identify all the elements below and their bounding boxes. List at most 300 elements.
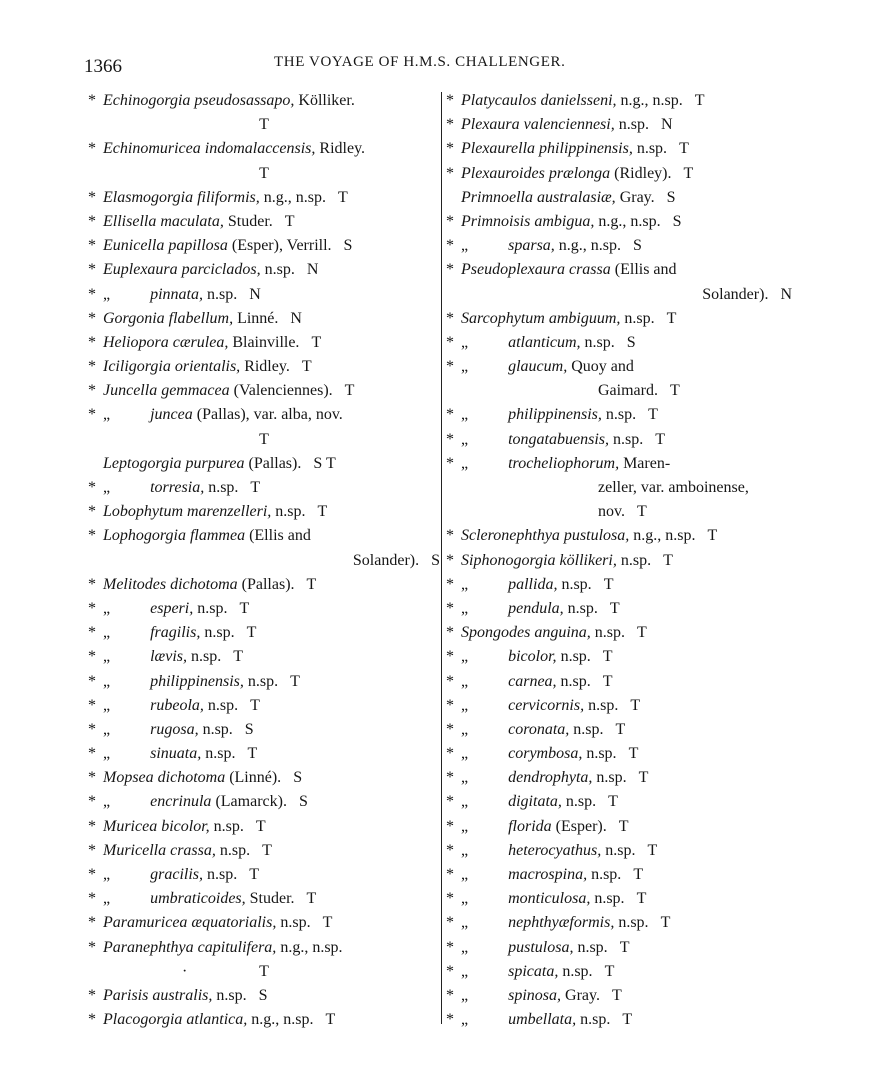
species-name: umbraticoides, <box>150 890 246 908</box>
authority: Gray. <box>565 986 600 1004</box>
species-name: Iciligorgia orientalis, <box>103 358 241 376</box>
asterisk-new-species: * <box>446 938 454 956</box>
station-mark: T <box>608 793 618 811</box>
species-entry <box>88 621 440 645</box>
species-text <box>103 258 318 282</box>
species-entry <box>446 645 792 669</box>
species-entry <box>446 549 792 573</box>
species-name: Sarcophytum ambiguum, <box>461 309 621 327</box>
station-mark: T <box>637 624 647 642</box>
species-entry <box>88 573 440 597</box>
species-entry <box>446 186 792 210</box>
species-text <box>461 863 643 887</box>
species-name: spicata, <box>508 962 559 980</box>
ditto-mark: „ <box>103 793 111 811</box>
species-name: Gorgonia flabellum, <box>103 309 234 327</box>
species-text <box>461 355 634 379</box>
species-name: rugosa, <box>150 720 199 738</box>
authority: n.sp. <box>264 261 295 279</box>
species-name: philippinensis, <box>150 672 244 690</box>
authority: n.sp. <box>561 575 592 593</box>
species-entry <box>88 307 440 331</box>
asterisk-new-species: * <box>446 237 454 255</box>
species-text <box>103 766 302 790</box>
species-entry <box>88 524 440 548</box>
asterisk-new-species: * <box>446 333 454 351</box>
asterisk-new-species: * <box>446 140 454 158</box>
ditto-mark: „ <box>461 914 469 932</box>
ditto-mark: „ <box>461 841 469 859</box>
ditto-mark: „ <box>461 406 469 424</box>
ditto-mark: „ <box>103 696 111 714</box>
species-entry <box>446 476 792 500</box>
station-mark: T <box>311 333 322 351</box>
species-name: fragilis, <box>150 624 201 642</box>
authority: (Pallas). <box>241 575 295 593</box>
ditto-mark: „ <box>103 599 111 617</box>
authority: n.sp. <box>216 986 247 1004</box>
station-mark: T <box>660 914 671 932</box>
station-mark: T <box>636 503 647 521</box>
species-name: umbellata, <box>508 1011 577 1029</box>
authority: n.sp. <box>207 285 238 303</box>
species-name: heterocyathus, <box>508 841 602 859</box>
page-number: 1366 <box>84 56 122 77</box>
ditto-mark: „ <box>103 866 111 883</box>
species-entry <box>446 331 792 355</box>
species-entry <box>88 452 440 476</box>
species-entry <box>88 766 440 790</box>
species-entry <box>446 379 792 403</box>
species-text <box>103 911 332 935</box>
species-text <box>461 258 677 282</box>
species-entry <box>446 670 792 694</box>
station-mark: N <box>290 309 302 327</box>
species-text <box>103 500 327 524</box>
authority: n.sp. <box>560 672 591 690</box>
ditto-mark: „ <box>461 358 469 376</box>
species-entry <box>88 162 440 186</box>
species-entry <box>446 524 792 548</box>
species-text <box>461 911 670 935</box>
species-text <box>461 766 648 790</box>
species-text <box>103 452 336 476</box>
species-text <box>461 694 640 718</box>
station-mark: T <box>628 745 639 763</box>
station-mark: S <box>633 237 642 255</box>
species-name: Lobophytum marenzelleri, <box>103 503 272 521</box>
species-name: pallida, <box>508 575 558 593</box>
station-mark: T <box>239 599 250 617</box>
ditto-mark: „ <box>461 962 469 980</box>
species-name: trocheliophorum, <box>508 454 620 472</box>
asterisk-new-species: * <box>88 285 96 303</box>
species-text <box>103 307 302 331</box>
authority: (Linné). <box>229 769 282 787</box>
species-text <box>461 403 658 427</box>
authority: n.g., n.sp. <box>620 92 683 109</box>
asterisk-new-species: * <box>88 599 96 617</box>
species-name: monticulosa, <box>508 890 591 908</box>
asterisk-new-species: * <box>446 890 454 908</box>
asterisk-new-species: * <box>446 261 454 279</box>
authority: Kölliker. <box>298 92 355 109</box>
species-entry <box>88 887 440 911</box>
station-mark: T <box>233 648 244 666</box>
species-text <box>103 403 343 427</box>
species-text <box>461 936 629 960</box>
continuation-text: zeller, var. amboinense, <box>598 479 749 496</box>
species-name: Ellisella maculata, <box>103 212 224 230</box>
station-mark: T <box>636 890 647 908</box>
ditto-mark: „ <box>103 745 111 763</box>
asterisk-new-species: * <box>446 648 454 666</box>
station-mark: T <box>633 866 644 883</box>
species-entry <box>446 766 792 790</box>
species-text <box>103 283 261 307</box>
species-name: sinuata, <box>150 745 202 763</box>
species-name: Platycaulos danielsseni, <box>461 92 617 109</box>
asterisk-new-species: * <box>88 769 96 787</box>
species-text <box>103 742 257 766</box>
authority: n.sp. <box>620 551 652 569</box>
species-entry <box>446 694 792 718</box>
station-mark: T <box>669 382 680 400</box>
asterisk-new-species: * <box>88 648 96 666</box>
asterisk-new-species: * <box>88 745 96 763</box>
ditto-mark: „ <box>461 648 469 666</box>
species-name: Muricea bicolor, <box>103 817 210 835</box>
species-entry <box>446 718 792 742</box>
authority: Ridley. <box>319 140 366 158</box>
species-entry <box>446 500 792 524</box>
station-mark: T <box>694 92 705 109</box>
continuation-line <box>598 500 647 524</box>
asterisk-new-species: * <box>88 188 96 206</box>
ditto-mark: „ <box>103 648 111 666</box>
species-text <box>103 476 260 500</box>
station-mark: T <box>249 866 260 883</box>
station-mark: T <box>622 1011 633 1029</box>
station-mark: N <box>780 285 792 303</box>
species-name: spinosa, <box>508 986 562 1004</box>
asterisk-new-species: * <box>446 914 454 932</box>
ditto-mark: „ <box>461 575 469 593</box>
authority: n.sp. <box>588 696 619 714</box>
authority: Maren- <box>623 454 671 472</box>
species-name: pendula, <box>508 599 564 617</box>
station-mark: T <box>246 624 257 642</box>
asterisk-new-species: * <box>88 309 96 327</box>
species-name: Plexaurella philippinensis, <box>461 140 633 158</box>
asterisk-new-species: * <box>446 358 454 376</box>
species-name: Eunicella papillosa <box>103 237 228 255</box>
species-text <box>461 549 673 573</box>
species-entry <box>446 621 792 645</box>
ditto-mark: „ <box>461 769 469 787</box>
species-entry <box>88 428 440 452</box>
authority: n.sp. <box>594 624 626 642</box>
species-entry <box>446 887 792 911</box>
ditto-mark: „ <box>461 237 469 255</box>
species-text <box>461 331 636 355</box>
asterisk-new-species: * <box>446 866 454 883</box>
authority: n.sp. <box>624 309 655 327</box>
station-mark: T <box>707 527 718 545</box>
station-mark: T <box>648 406 658 424</box>
asterisk-new-species: * <box>446 962 454 980</box>
species-entry <box>446 210 792 234</box>
species-entry <box>446 89 792 113</box>
station-mark: T <box>602 672 613 690</box>
species-text <box>461 597 620 621</box>
species-name: Scleronephthya pustulosa, <box>461 527 630 545</box>
station-mark: S <box>298 793 308 811</box>
asterisk-new-species: * <box>88 841 96 859</box>
species-text <box>103 670 300 694</box>
species-entry <box>446 283 792 307</box>
station-mark: T <box>322 914 333 932</box>
species-text <box>461 815 629 839</box>
station-mark: T <box>602 648 613 666</box>
station-mark: T <box>306 575 317 593</box>
species-text <box>103 936 343 960</box>
species-text <box>461 839 657 863</box>
species-name: Spongodes anguina, <box>461 624 591 642</box>
asterisk-new-species: * <box>446 745 454 763</box>
species-name: bicolor, <box>508 648 557 666</box>
asterisk-new-species: * <box>88 866 96 883</box>
species-entry <box>88 718 440 742</box>
asterisk-new-species: * <box>446 696 454 714</box>
asterisk-new-species: * <box>88 938 96 956</box>
species-entry <box>88 210 440 234</box>
continuation-text: Gaimard. <box>598 382 658 400</box>
species-text <box>103 524 311 548</box>
species-text <box>461 960 614 984</box>
species-entry <box>88 476 440 500</box>
species-entry <box>446 258 792 282</box>
species-text <box>461 645 613 669</box>
ditto-mark: „ <box>461 866 469 883</box>
species-name: Echinogorgia pseudosassapo, <box>103 92 295 109</box>
species-text <box>461 790 618 814</box>
species-entry <box>446 403 792 427</box>
station-mark: T <box>325 1011 336 1029</box>
station-mark: N <box>249 285 261 303</box>
species-name: Plexauroides prælonga <box>461 164 611 182</box>
stray-dot: · <box>182 962 188 980</box>
species-entry <box>446 573 792 597</box>
asterisk-new-species: * <box>446 406 454 424</box>
asterisk-new-species: * <box>446 624 454 642</box>
continuation-line <box>353 549 440 573</box>
asterisk-new-species: * <box>88 696 96 714</box>
species-entry <box>446 307 792 331</box>
species-name: Placogorgia atlantica, <box>103 1011 248 1029</box>
station-mark: T <box>344 382 355 400</box>
asterisk-new-species: * <box>446 769 454 787</box>
species-text <box>461 137 689 161</box>
asterisk-new-species: * <box>446 116 454 134</box>
species-name: atlanticum, <box>508 333 581 351</box>
asterisk-new-species: * <box>446 454 454 472</box>
authority: n.sp. <box>605 406 637 424</box>
authority: n.sp. <box>577 938 608 956</box>
asterisk-new-species: * <box>446 1011 454 1029</box>
asterisk-new-species: * <box>446 309 454 327</box>
species-text <box>103 331 321 355</box>
species-entry <box>88 186 440 210</box>
species-entry <box>88 694 440 718</box>
species-entry <box>446 790 792 814</box>
species-entry <box>88 984 440 1008</box>
species-entry <box>88 936 440 960</box>
authority: n.sp. <box>605 841 636 859</box>
species-entry <box>88 645 440 669</box>
species-name: Lophogorgia flammea <box>103 527 246 545</box>
species-entry <box>446 234 792 258</box>
station-mark: T <box>250 479 261 496</box>
species-name: philippinensis, <box>508 406 602 424</box>
species-entry <box>446 1008 792 1032</box>
authority: n.sp. <box>280 914 311 932</box>
authority: n.sp. <box>207 696 239 714</box>
species-text <box>103 887 316 911</box>
authority: n.sp. <box>207 866 238 883</box>
species-entry <box>88 113 440 137</box>
left-species-column <box>88 89 440 1032</box>
ditto-mark: „ <box>103 479 111 496</box>
species-entry <box>88 258 440 282</box>
species-name: Elasmogorgia filiformis, <box>103 188 260 206</box>
species-text <box>461 670 613 694</box>
ditto-mark: „ <box>461 720 469 738</box>
species-text <box>103 210 295 234</box>
station-mark: S <box>343 237 353 255</box>
ditto-mark: „ <box>461 745 469 763</box>
species-name: Primnoella australasiæ, <box>461 188 616 206</box>
species-name: Plexaura valenciennesi, <box>461 116 615 134</box>
station-mark: T <box>638 769 649 787</box>
ditto-mark: „ <box>103 285 111 303</box>
authority: (Ellis and <box>249 527 311 545</box>
station-mark: S <box>293 769 303 787</box>
species-text <box>461 718 625 742</box>
asterisk-new-species: * <box>88 92 96 109</box>
species-entry <box>88 137 440 161</box>
ditto-mark: „ <box>461 672 469 690</box>
species-text <box>461 452 670 476</box>
species-text <box>103 984 268 1008</box>
species-entry <box>446 815 792 839</box>
species-entry <box>446 452 792 476</box>
station-mark: T <box>618 817 629 835</box>
species-entry <box>446 960 792 984</box>
ditto-mark: „ <box>461 1011 469 1029</box>
asterisk-new-species: * <box>88 890 96 908</box>
species-text <box>103 621 256 645</box>
species-name: lævis, <box>150 648 187 666</box>
species-entry <box>446 936 792 960</box>
authority: (Pallas), var. alba, nov. <box>196 406 343 424</box>
species-name: gracilis, <box>150 866 203 883</box>
authority: n.sp. <box>613 430 644 448</box>
authority: n.sp. <box>580 1011 611 1029</box>
species-entry <box>88 331 440 355</box>
station-mark: S <box>431 551 440 569</box>
asterisk-new-species: * <box>88 793 96 811</box>
asterisk-new-species: * <box>88 212 96 230</box>
station-mark: S <box>666 188 676 206</box>
continuation-mark: T <box>259 430 269 448</box>
species-text <box>461 742 638 766</box>
authority: n.sp. <box>567 599 598 617</box>
species-entry <box>88 379 440 403</box>
station-mark: S <box>672 212 682 230</box>
asterisk-new-species: * <box>446 599 454 617</box>
continuation-line <box>598 379 680 403</box>
species-entry <box>88 863 440 887</box>
asterisk-new-species: * <box>88 914 96 932</box>
species-name: Melitodes dichotoma <box>103 575 238 593</box>
species-entry <box>88 839 440 863</box>
authority: n.sp. <box>205 745 236 763</box>
species-text <box>461 210 681 234</box>
species-name: digitata, <box>508 793 562 811</box>
station-mark: T <box>247 745 258 763</box>
ditto-mark: „ <box>461 986 469 1004</box>
species-entry <box>446 113 792 137</box>
species-name: florida <box>508 817 552 835</box>
station-mark: T <box>338 188 348 206</box>
asterisk-new-species: * <box>88 406 96 424</box>
species-entry <box>88 742 440 766</box>
asterisk-new-species: * <box>446 841 454 859</box>
authority: (Esper). <box>555 817 607 835</box>
station-mark: T <box>255 817 266 835</box>
asterisk-new-species: * <box>88 479 96 496</box>
asterisk-new-species: * <box>88 624 96 642</box>
species-text <box>461 887 646 911</box>
species-name: corymbosa, <box>508 745 583 763</box>
species-name: carnea, <box>508 672 557 690</box>
species-text <box>103 573 316 597</box>
species-name: cervicornis, <box>508 696 585 714</box>
authority: n.sp. <box>594 890 625 908</box>
station-mark: T <box>647 841 658 859</box>
continuation-text: Solander). <box>702 285 769 303</box>
asterisk-new-species: * <box>88 382 96 400</box>
species-name: macrospina, <box>508 866 588 883</box>
station-mark: T <box>619 938 630 956</box>
continuation-line <box>598 476 749 500</box>
station-mark: T <box>250 696 260 714</box>
species-entry <box>88 549 440 573</box>
station-mark: T <box>609 599 620 617</box>
species-entry <box>88 911 440 935</box>
running-title: THE VOYAGE OF H.M.S. CHALLENGER. <box>274 54 566 70</box>
species-name: Leptogorgia purpurea <box>103 454 245 472</box>
species-text <box>103 186 348 210</box>
station-mark: T <box>301 358 312 376</box>
species-name: tongatabuensis, <box>508 430 609 448</box>
species-name: Paramuricea æquatorialis, <box>103 914 277 932</box>
authority: Studer. <box>227 212 273 230</box>
continuation-mark: T <box>259 962 269 980</box>
asterisk-new-species: * <box>88 672 96 690</box>
authority: Linné. <box>237 309 279 327</box>
